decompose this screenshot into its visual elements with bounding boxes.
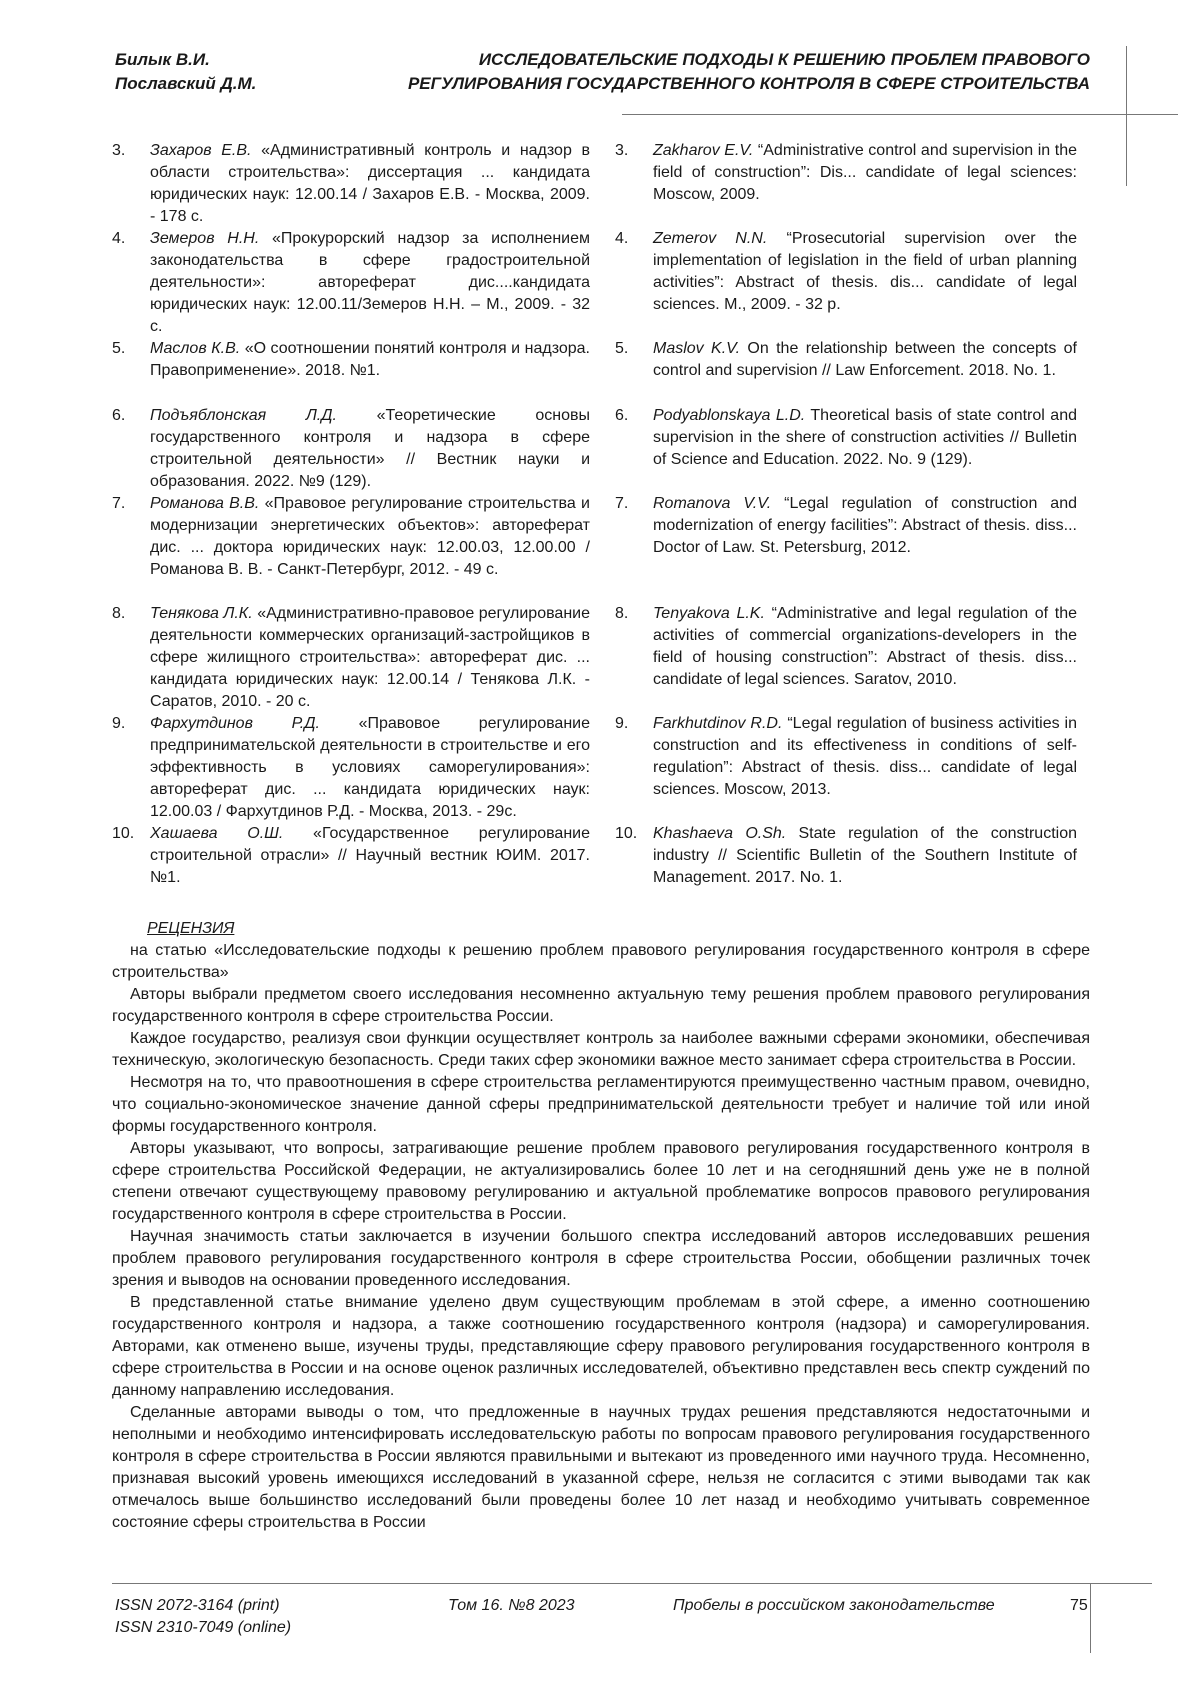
reference-number: 3. (112, 142, 126, 159)
author-1: Билык В.И. (115, 50, 210, 69)
reference-author: Maslov K.V. (653, 340, 741, 357)
reference-text: «Правовое регулирование предпринимательской деятельности в строительстве и его эффективность в условиях саморегулирования»: автореферат дис. ... кандидата юридических наук: 12.00.03 / Фархутдинов Р.Д. - Москва, 2013. - 29с. (150, 715, 590, 820)
reference-item (112, 823, 590, 889)
reference-author: Romanova V.V. (653, 495, 772, 512)
review-paragraph: Авторы выбрали предметом своего исследования несомненно актуальную тему решения проблем правового регулирования государственного контроля в сфере строительства России. (112, 986, 1090, 1025)
reference-item (615, 493, 1077, 559)
reference-author: Khashaeva O.Sh. (653, 825, 787, 842)
reference-item (615, 603, 1077, 691)
reference-text: «Административный контроль и надзор в области строительства»: диссертация ... кандидата юридических наук: 12.00.14 / Захаров Е.В. - Москва, 2009. - 178 с. (150, 142, 591, 225)
reference-number: 10. (112, 825, 135, 842)
reference-item (615, 713, 1077, 801)
page-number: 75 (1070, 1597, 1088, 1614)
reference-author: Тенякова Л.К. (150, 605, 253, 622)
reference-number: 7. (112, 495, 126, 512)
reference-number: 6. (112, 407, 126, 424)
footer-journal-name: Пробелы в российском законодательстве (673, 1597, 995, 1614)
reference-author: Zakharov E.V. (653, 142, 754, 159)
review-paragraph: на статью «Исследовательские подходы к решению проблем правового регулирования государственного контроля в сфере строительства» (112, 942, 1090, 981)
footer-vertical-rule (1090, 1583, 1091, 1653)
article-authors (115, 48, 256, 96)
reference-author: Хашаева О.Ш. (150, 825, 284, 842)
reference-number: 10. (615, 825, 638, 842)
review-paragraph: Сделанные авторами выводы о том, что предложенные в научных трудах решения представляются недостаточными и неполными и необходимо интенсифировать исследовательскую работы по вопросам правового регулирования государственного контроля в сфере строительства в России являются правильными и вытекают из проведенного ими научного труда. Несомненно, признавая высокий уровень имеющихся исследований в указанной сфере, нельзя не согласится с этими выводами так как отмечалось выше большинство исследований были проведены более 10 лет назад и необходимо учитывать современное состояние сферы строительства в России (112, 1404, 1090, 1531)
reference-text: «Теоретические основы государственного контроля и надзора в сфере строительной деятельности» // Вестник науки и образования. 2022. №9 (129). (150, 407, 591, 490)
issn-print: ISSN 2072-3164 (print) (115, 1597, 280, 1614)
reference-item (615, 338, 1077, 382)
title-line-2: РЕГУЛИРОВАНИЯ ГОСУДАРСТВЕННОГО КОНТРОЛЯ В СФЕРЕ СТРОИТЕЛЬСТВА (407, 74, 1090, 93)
reference-text: «Административно-правовое регулирование деятельности коммерческих организаций-застройщиков в сфере жилищного строительства»: автореферат дис. ... кандидата юридических наук: 12.00.14 / Тенякова Л.К. - Саратов, 2010. - 20 с. (150, 605, 590, 710)
reference-number: 6. (615, 407, 629, 424)
footer-horizontal-rule (112, 1583, 1152, 1584)
reference-text: «Государственное регулирование строительной отрасли» // Научный вестник ЮИМ. 2017. №1. (150, 825, 590, 886)
reference-item (615, 140, 1077, 206)
reference-text: On the relationship between the concepts of control and supervision // Law Enforcement. 2018. No. 1. (653, 340, 1078, 379)
reference-number: 8. (615, 605, 629, 622)
reference-author: Farkhutdinov R.D. (653, 715, 783, 732)
review-paragraph: Каждое государство, реализуя свои функции осуществляет контроль за наиболее важными сферами экономики, обеспечивая техническую, экологическую безопасность. Среди таких сфер экономики важное место занимает сфера строительства в России. (112, 1030, 1090, 1069)
reference-author: Маслов К.В. (150, 340, 241, 357)
reference-author: Фархутдинов Р.Д. (150, 715, 320, 732)
reference-text: State regulation of the construction industry // Scientific Bulletin of the Southern Institute of Management. 2017. No. 1. (653, 825, 1077, 886)
reference-text: Theoretical basis of state control and supervision in the shere of construction activities // Bulletin of Science and Education. 2022. No. 9 (129). (653, 407, 1078, 468)
reference-number: 7. (615, 495, 629, 512)
reference-number: 9. (615, 715, 629, 732)
reference-author: Tenyakova L.K. (653, 605, 765, 622)
reference-item (112, 338, 590, 382)
footer-issn (115, 1595, 291, 1639)
reference-number: 9. (112, 715, 126, 732)
reference-text: “Administrative control and supervision in the field of construction”: Dis... candidate of legal sciences: Moscow, 2009. (653, 142, 1077, 203)
reference-number: 8. (112, 605, 126, 622)
article-running-title (330, 48, 1090, 96)
reference-number: 4. (112, 230, 126, 247)
reference-text: “Legal regulation of construction and modernization of energy facilities”: Abstract of thesis. diss... Doctor of Law. St. Petersburg, 2012. (653, 495, 1077, 556)
author-2: Пославский Д.М. (115, 74, 257, 93)
reference-item (112, 405, 590, 493)
reference-text: “Legal regulation of business activities in construction and its effectiveness in conditions of self-regulation”: Abstract of thesis. diss... candidate of legal sciences. Moscow, 2013. (653, 715, 1078, 798)
reference-item (615, 228, 1077, 316)
header-horizontal-rule (622, 114, 1178, 115)
title-line-1: ИССЛЕДОВАТЕЛЬСКИЕ ПОДХОДЫ К РЕШЕНИЮ ПРОБЛЕМ ПРАВОВОГО (478, 50, 1090, 69)
footer-volume: Том 16. №8 2023 (448, 1597, 575, 1614)
issn-online: ISSN 2310-7049 (online) (115, 1619, 292, 1636)
reference-number: 5. (615, 340, 629, 357)
reference-item (112, 603, 590, 713)
reference-text: “Prosecutorial supervision over the implementation of legislation in the field of urban planning activities”: Abstract of thesis. dis... candidate of legal sciences. M., 2009. - 32 p. (653, 230, 1078, 313)
review-paragraph: В представленной статье внимание уделено двум существующим проблемам в этой сфере, а именно соотношению государственного контроля и надзора, а также соотношению государственного контроля (надзора) и саморегулирования. Авторами, как отменено выше, изучены труды, представляющие сферу правового регулирования государственного контроля в сфере строительства в России и на основе оценок различных исследователей, объективно представлен весь спектр суждений по данному направлению исследования. (112, 1294, 1090, 1399)
reference-author: Подъяблонская Л.Д. (150, 407, 337, 424)
reference-author: Романова В.В. (150, 495, 260, 512)
reference-number: 5. (112, 340, 126, 357)
reference-author: Земеров Н.Н. (150, 230, 260, 247)
review-heading: РЕЦЕНЗИЯ (147, 920, 235, 937)
review-paragraph: Авторы указывают, что вопросы, затрагивающие решение проблем правового регулирования государственного контроля в сфере строительства Российской Федерации, не актуализировались более 10 лет и на сегодняшний день уже не в полной степени отвечают существующему правовому регулированию и актуальной проблематике вопросов правового регулирования государственного контроля в сфере строительства в России. (112, 1140, 1090, 1223)
reference-author: Захаров Е.В. (150, 142, 252, 159)
review-section (112, 918, 1090, 1534)
reference-item (112, 713, 590, 823)
reference-author: Podyablonskaya L.D. (653, 407, 806, 424)
reference-author: Zemerov N.N. (653, 230, 768, 247)
reference-item (615, 405, 1077, 471)
reference-text: «Прокурорский надзор за исполнением законодательства в сфере градостроительной деятельности»: автореферат дис....кандидата юридических наук: 12.00.11/Земеров Н.Н. – М., 2009. - 32 с. (150, 230, 590, 335)
reference-text: «Правовое регулирование строительства и модернизации энергетических объектов»: автореферат дис. ... доктора юридических наук: 12.00.03, 12.00.00 / Романова В. В. - Санкт-Петербург, 2012. - 49 с. (150, 495, 590, 578)
reference-text: «О соотношении понятий контроля и надзора. Правоприменение». 2018. №1. (150, 340, 590, 379)
review-paragraph: Научная значимость статьи заключается в изучении большого спектра исследований авторов исследовавших решения проблем правового регулирования государственного контроля в сфере строительства России, обобщении различных точек зрения и выводов на основании проведенного исследования. (112, 1228, 1090, 1289)
review-paragraph: Несмотря на то, что правоотношения в сфере строительства регламентируются преимущественно частным правом, очевидно, что социально-экономическое значение данной сферы предпринимательской деятельности требует и наличие той или иной формы государственного контроля. (112, 1074, 1090, 1135)
reference-text: “Administrative and legal regulation of the activities of commercial organizations-developers in the field of housing construction”: Abstract of thesis. diss... candidate of legal sciences. Saratov, 2010. (653, 605, 1078, 688)
reference-item (112, 228, 590, 338)
header-vertical-rule (1126, 46, 1127, 186)
reference-number: 3. (615, 142, 629, 159)
reference-item (615, 823, 1077, 889)
reference-item (112, 140, 590, 228)
reference-number: 4. (615, 230, 629, 247)
reference-item (112, 493, 590, 581)
